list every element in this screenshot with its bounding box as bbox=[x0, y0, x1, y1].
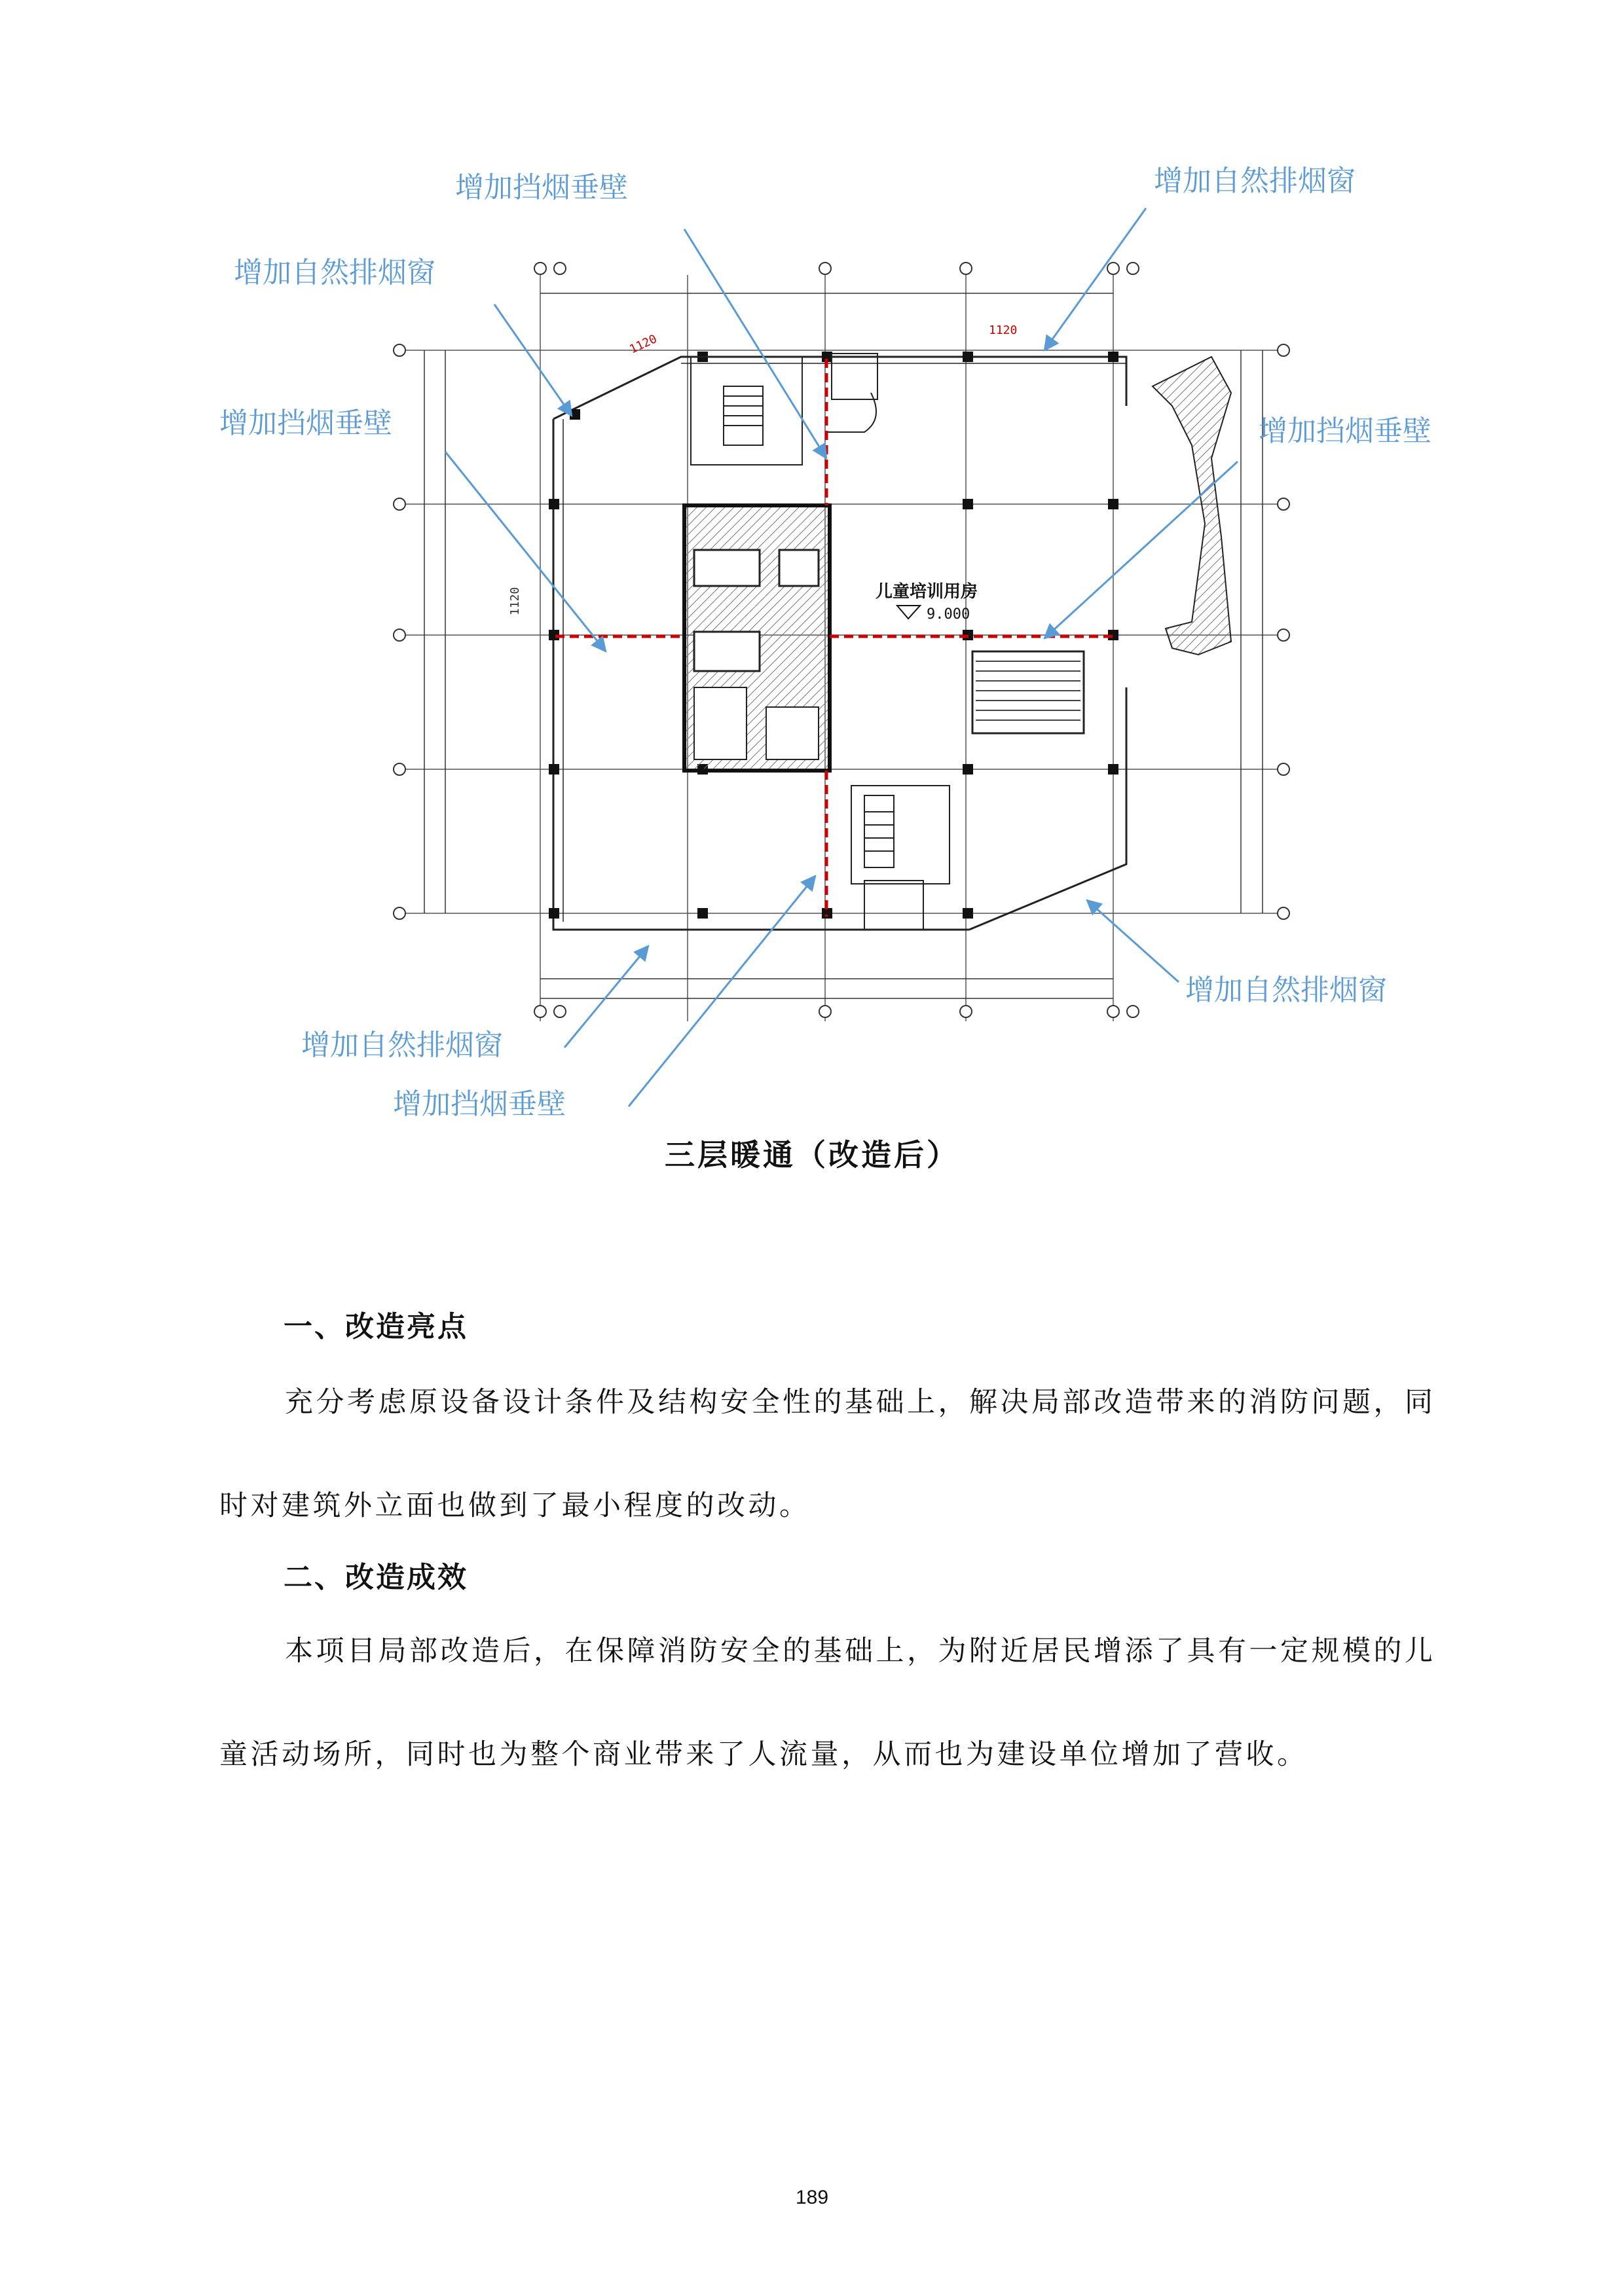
dim-label: 1120 bbox=[627, 332, 659, 357]
figure-caption: 三层暖通（改造后） bbox=[665, 1137, 959, 1173]
axis-bubbles bbox=[394, 263, 1289, 1017]
annotation-smoke-wall-top: 增加挡烟垂壁 bbox=[455, 171, 628, 204]
section-paragraph: 充分考虑原设备设计条件及结构安全性的基础上，解决局部改造带来的消防问题，同时对建筑外立面也做到了最小程度的改动。 bbox=[219, 1386, 1436, 1522]
annotation-smoke-wall-left: 增加挡烟垂壁 bbox=[219, 407, 392, 440]
section-heading: 二、改造成效 bbox=[284, 1561, 468, 1594]
annotation-vent-bottom-right: 增加自然排烟窗 bbox=[1185, 974, 1387, 1007]
core-tube bbox=[684, 505, 830, 771]
section-paragraph: 本项目局部改造后，在保障消防安全的基础上，为附近居民增添了具有一定规模的儿童活动场所，同时也为整个商业带来了人流量，从而也为建设单位增加了营收。 bbox=[219, 1635, 1436, 1771]
dim-label: 1120 bbox=[508, 587, 522, 615]
curtain-wall bbox=[1153, 357, 1231, 655]
smoke-barriers bbox=[555, 359, 1113, 917]
dim-label: 1120 bbox=[989, 323, 1018, 337]
annotation-vent-top-right: 增加自然排烟窗 bbox=[1154, 164, 1356, 198]
section-heading: 一、改造亮点 bbox=[284, 1310, 468, 1343]
annotation-smoke-wall-bottom: 增加挡烟垂壁 bbox=[393, 1087, 566, 1121]
annotation-arrows bbox=[445, 208, 1238, 1106]
room-label: 儿童培训用房 bbox=[875, 582, 978, 602]
stair-top bbox=[691, 354, 877, 465]
floor-plan-drawing bbox=[0, 0, 1624, 1126]
stair-bottom bbox=[851, 786, 950, 930]
building-outline bbox=[553, 357, 1126, 930]
annotation-vent-bottom-left: 增加自然排烟窗 bbox=[301, 1029, 503, 1062]
elevation-marker bbox=[897, 606, 920, 619]
annotation-smoke-wall-right: 增加挡烟垂壁 bbox=[1259, 414, 1431, 448]
axis-grid bbox=[399, 275, 1283, 1021]
annotation-vent-top-left: 增加自然排烟窗 bbox=[234, 256, 435, 289]
escalator bbox=[972, 651, 1084, 733]
page-number: 189 bbox=[795, 2187, 829, 2208]
elevation-label: 9.000 bbox=[927, 606, 970, 623]
